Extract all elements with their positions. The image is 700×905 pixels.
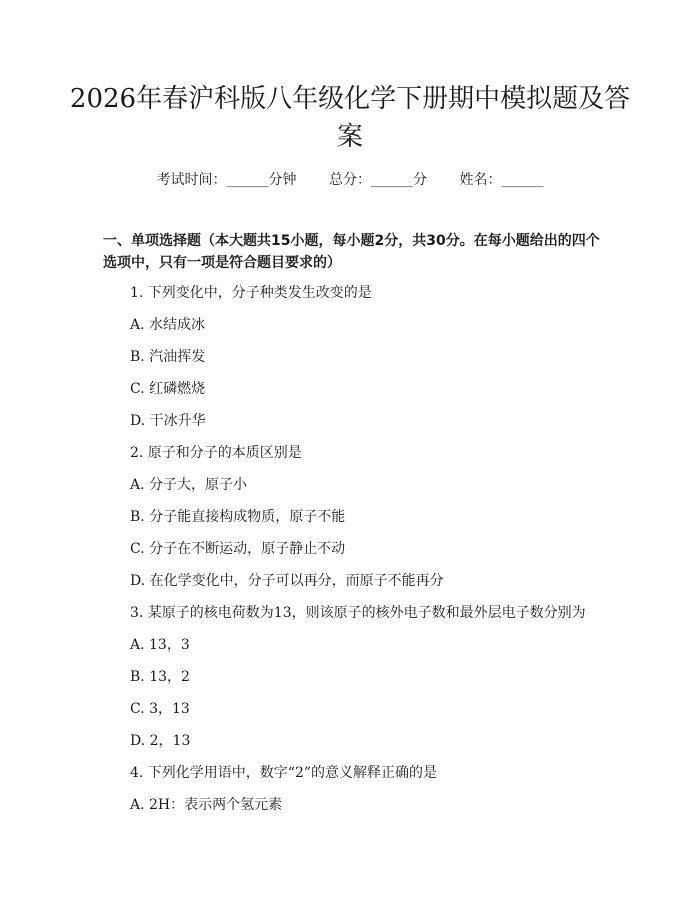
question-4-option-a: A. 2H：表示两个氢元素 (130, 797, 283, 813)
question-1-stem: 1. 下列变化中，分子种类发生改变的是 (130, 285, 372, 301)
question-1-option-d: D. 干冰升华 (130, 413, 206, 429)
question-2-option-b: B. 分子能直接构成物质，原子不能 (130, 509, 346, 525)
question-3-option-d: D. 2，13 (130, 733, 191, 749)
question-1-option-b: B. 汽油挥发 (130, 349, 206, 365)
exam-time (157, 172, 297, 188)
page-title: 2026年春沪科版八年级化学下册期中模拟题及答案 (69, 84, 631, 152)
exam-time-label: 考试时间： (156, 172, 227, 188)
total-score-label: 总分： (329, 172, 371, 188)
question-1-option-a: A. 水结成冰 (130, 317, 206, 333)
question-2-option-a: A. 分子大，原子小 (130, 477, 248, 493)
total-score (329, 172, 427, 188)
question-4-stem: 4. 下列化学用语中，数字“2”的意义解释正确的是 (130, 765, 438, 781)
student-name-blank: ______ (501, 172, 544, 188)
question-2-option-c: C. 分子在不断运动，原子静止不动 (130, 541, 346, 557)
exam-time-blank: ______分钟 (226, 172, 297, 188)
exam-meta (0, 170, 700, 190)
question-3-stem: 3. 某原子的核电荷数为13，则该原子的核外电子数和最外层电子数分别为 (130, 605, 586, 621)
question-3-option-b: B. 13，2 (130, 669, 190, 685)
question-2-stem: 2. 原子和分子的本质区别是 (130, 445, 302, 461)
question-3-option-c: C. 3，13 (130, 701, 190, 717)
question-3-option-a: A. 13，3 (130, 637, 190, 653)
student-name-label: 姓名： (459, 172, 502, 188)
question-1-option-c: C. 红磷燃烧 (130, 381, 206, 397)
total-score-blank: ______分 (371, 172, 427, 188)
student-name (459, 172, 543, 188)
section-heading: 一、单项选择题（本大题共15小题，每小题2分，共30分。在每小题给出的四个选项中，只有一项是符合题目要求的） (103, 233, 600, 271)
question-2-option-d: D. 在化学变化中，分子可以再分，而原子不能再分 (130, 573, 444, 589)
